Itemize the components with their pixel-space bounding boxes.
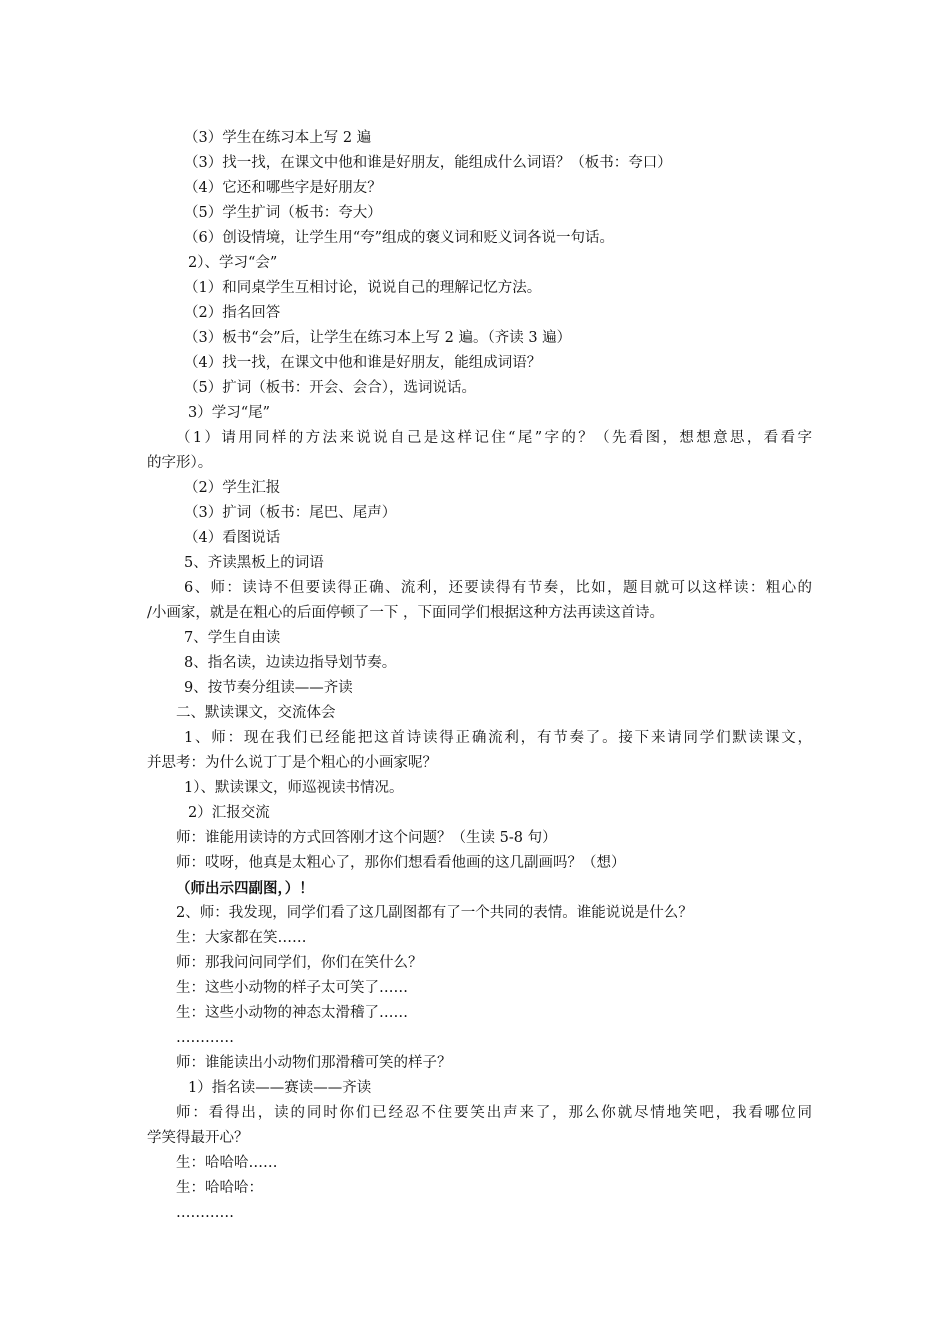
text-line: （4）看图说话 (184, 530, 281, 546)
text-line: （师出示四副图，）！ (176, 880, 314, 897)
text-line: （4）它还和哪些字是好朋友？ (184, 180, 382, 196)
text-line: （4）找一找，在课文中他和谁是好朋友，能组成词语？ (184, 355, 542, 371)
text-line: （3）扩词（板书：尾巴、尾声） (184, 505, 397, 521)
text-line: 2、师：我发现，同学们看了这几副图都有了一个共同的表情。谁能说说是什么？ (176, 905, 693, 921)
text-line: /小画家，就是在粗心的后面停顿了一下 ，下面同学们根据这种方法再读这首诗。 (147, 605, 664, 621)
text-line: 师：哎呀，他真是太粗心了，那你们想看看他画的这几副画吗？（想） (176, 855, 626, 871)
text-line: 师：谁能用读诗的方式回答刚才这个问题？（生读 5-8 句） (176, 830, 557, 846)
text-line: （3）学生在练习本上写 2 遍 (184, 130, 372, 146)
text-line: 1）、默读课文，师巡视读书情况。 (184, 780, 404, 796)
text-line: （2）学生汇报 (184, 480, 281, 496)
text-line: 学笑得最开心？ (147, 1130, 249, 1146)
text-line: （5）扩词（板书：开会、会合），选词说话。 (184, 380, 476, 396)
text-line: 3）学习“尾” (188, 405, 271, 421)
text-line: 1、师：现在我们已经能把这首诗读得正确流利，有节奏了。接下来请同学们默读课文， (184, 730, 812, 746)
text-line: 2）、学习“会” (188, 255, 278, 271)
text-line: （3）找一找，在课文中他和谁是好朋友，能组成什么词语？（板书：夸口） (184, 155, 672, 171)
text-line: 8、指名读，边读边指导划节奏。 (184, 655, 397, 671)
text-line: （6）创设情境，让学生用“夸”组成的褒义词和贬义词各说一句话。 (184, 230, 615, 246)
text-line: 生：这些小动物的样子太可笑了…… (176, 980, 408, 996)
text-line: 2）汇报交流 (188, 805, 270, 821)
text-line: 生：哈哈哈： (176, 1180, 263, 1196)
text-line: 的字形）。 (147, 455, 213, 471)
text-line: （5）学生扩词（板书：夸大） (184, 205, 382, 221)
text-line: 5、齐读黑板上的词语 (184, 555, 324, 571)
text-line: ………… (176, 1205, 234, 1221)
document-body (147, 126, 812, 1226)
text-line: 9、按节奏分组读——齐读 (184, 680, 353, 696)
text-line: 二、默读课文，交流体会 (176, 705, 336, 721)
text-line: （2）指名回答 (184, 305, 281, 321)
text-line: 师：谁能读出小动物们那滑稽可笑的样子？ (176, 1055, 452, 1071)
text-line: 7、学生自由读 (184, 630, 281, 646)
text-line: 并思考：为什么说丁丁是个粗心的小画家呢？ (147, 755, 437, 771)
text-line: （3）板书“会”后，让学生在练习本上写 2 遍。（齐读 3 遍） (184, 330, 572, 346)
text-line: 生：大家都在笑…… (176, 930, 307, 946)
text-line: ………… (176, 1030, 234, 1046)
text-line: 师：看得出，读的同时你们已经忍不住要笑出声来了，那么你就尽情地笑吧，我看哪位同 (176, 1105, 812, 1121)
text-line: 师：那我问问同学们，你们在笑什么？ (176, 955, 423, 971)
text-line: 生：这些小动物的神态太滑稽了…… (176, 1005, 408, 1021)
text-line: 1）指名读——赛读——齐读 (188, 1080, 372, 1096)
text-line: 6、师：读诗不但要读得正确、流利，还要读得有节奏，比如，题目就可以这样读：粗心的 (184, 580, 812, 596)
text-line: （1）请用同样的方法来说说自己是这样记住“尾”字的？（先看图，想想意思，看看字 (176, 430, 812, 446)
text-line: 生：哈哈哈…… (176, 1155, 278, 1171)
text-line: （1）和同桌学生互相讨论，说说自己的理解记忆方法。 (184, 280, 542, 296)
